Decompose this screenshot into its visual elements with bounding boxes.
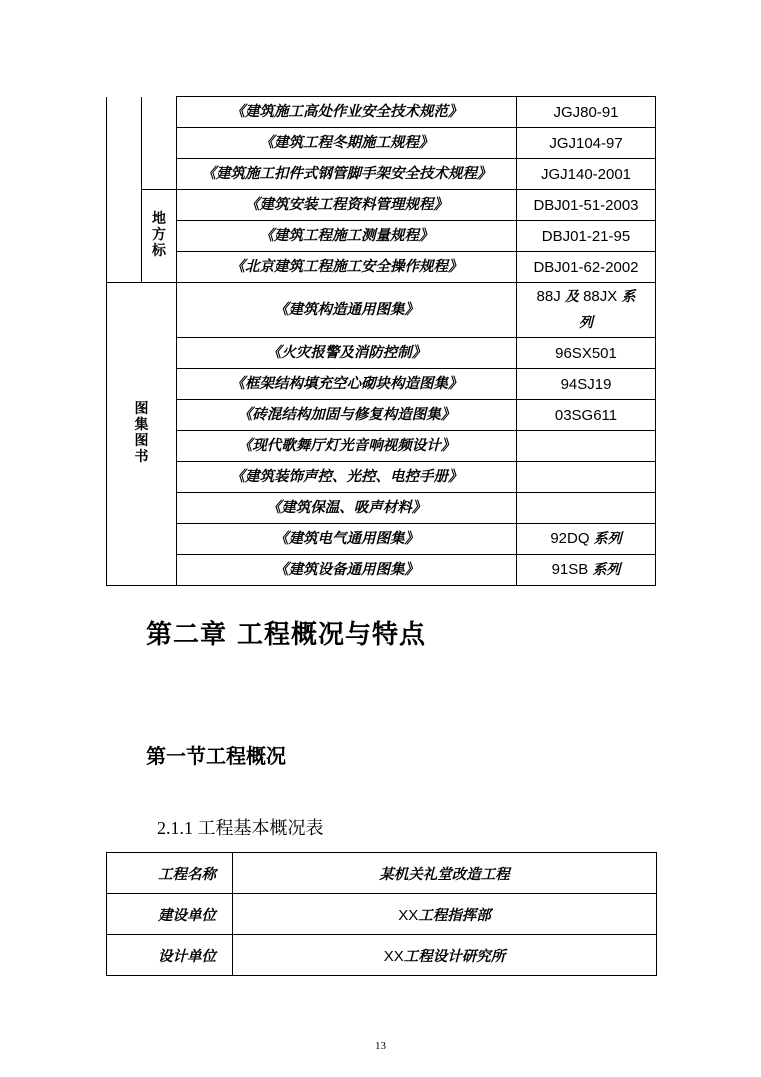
standard-code: JGJ140-2001 [517, 159, 656, 190]
category-cell-outer [107, 128, 142, 159]
value-part: 工程指挥部 [418, 907, 491, 924]
standard-name: 《框架结构填充空心砌块构造图集》 [177, 369, 517, 400]
table-row [107, 524, 656, 555]
standard-name: 《火灾报警及消防控制》 [177, 338, 517, 369]
standard-code: DBJ01-21-95 [517, 221, 656, 252]
standard-name: 《建筑施工扣件式钢管脚手架安全技术规程》 [177, 159, 517, 190]
table-row [107, 400, 656, 431]
category-cell-outer [107, 97, 142, 128]
category-cell-inner [142, 128, 177, 159]
table-row [107, 431, 656, 462]
code-part: 88J [536, 288, 561, 305]
table-row [107, 555, 656, 586]
table-row [107, 97, 656, 128]
table-row [107, 935, 657, 976]
info-label: 工程名称 [107, 853, 233, 894]
standard-code: 94SJ19 [517, 369, 656, 400]
code-part: 及 [564, 289, 579, 305]
table-row [107, 493, 656, 524]
table-row [107, 462, 656, 493]
standard-name: 《现代歌舞厅灯光音响视频设计》 [177, 431, 517, 462]
standard-name: 《建筑工程冬期施工规程》 [177, 128, 517, 159]
table-row [107, 369, 656, 400]
standard-name: 《建筑装饰声控、光控、电控手册》 [177, 462, 517, 493]
standard-code: JGJ104-97 [517, 128, 656, 159]
project-info-table [106, 852, 657, 976]
value-part: 工程设计研究所 [403, 948, 506, 965]
page-number: 13 [375, 1040, 386, 1052]
category-atlas-books [107, 283, 177, 586]
info-value: 某机关礼堂改造工程 [233, 853, 657, 894]
category-label: 图集图书 [134, 401, 149, 465]
table-row [107, 338, 656, 369]
standard-name: 《北京建筑工程施工安全操作规程》 [177, 252, 517, 283]
value-part: XX [383, 947, 404, 965]
standard-code: 03SG611 [517, 400, 656, 431]
standard-name: 《建筑安装工程资料管理规程》 [177, 190, 517, 221]
table-row [107, 128, 656, 159]
standard-code [517, 462, 656, 493]
standard-code [517, 431, 656, 462]
standard-name: 《建筑设备通用图集》 [177, 555, 517, 586]
table-row [107, 190, 656, 221]
table-row [107, 894, 657, 935]
standard-name: 《建筑保温、吸声材料》 [177, 493, 517, 524]
standard-code [517, 283, 656, 338]
chapter-title: 第二章 工程概况与特点 [146, 620, 427, 650]
standard-code: DBJ01-62-2002 [517, 252, 656, 283]
table-row [107, 159, 656, 190]
code-part: 88JX [583, 288, 618, 305]
table-row [107, 283, 656, 338]
category-cell-outer [107, 221, 142, 252]
code-part: 系 [621, 289, 636, 305]
category-label: 地方标 [152, 211, 166, 259]
table-row [107, 252, 656, 283]
info-value [233, 935, 657, 976]
value-part: XX [398, 906, 419, 924]
code-part: 91SB [551, 561, 589, 578]
standard-code: DBJ01-51-2003 [517, 190, 656, 221]
code-part: 系列 [592, 562, 621, 578]
category-cell-inner [142, 159, 177, 190]
standard-name: 《建筑构造通用图集》 [177, 283, 517, 338]
code-part: 系列 [593, 531, 622, 547]
table-row [107, 853, 657, 894]
standards-table [106, 96, 656, 586]
category-cell-outer [107, 190, 142, 221]
standard-code [517, 555, 656, 586]
standard-code: JGJ80-91 [517, 97, 656, 128]
standard-code: 96SX501 [517, 338, 656, 369]
category-cell-outer [107, 159, 142, 190]
category-local-standard [142, 190, 177, 283]
standard-name: 《建筑工程施工测量规程》 [177, 221, 517, 252]
standard-name: 《建筑电气通用图集》 [177, 524, 517, 555]
code-part: 92DQ [550, 530, 590, 547]
subsection-title: 2.1.1 工程基本概况表 [157, 818, 324, 838]
section-title: 第一节工程概况 [146, 744, 286, 768]
table-row [107, 221, 656, 252]
category-cell-outer [107, 252, 142, 283]
standard-code [517, 493, 656, 524]
category-cell-inner [142, 97, 177, 128]
code-part: 列 [579, 315, 593, 331]
standard-code [517, 524, 656, 555]
info-value [233, 894, 657, 935]
standard-name: 《建筑施工高处作业安全技术规范》 [177, 97, 517, 128]
info-label: 建设单位 [107, 894, 233, 935]
standard-name: 《砖混结构加固与修复构造图集》 [177, 400, 517, 431]
info-label: 设计单位 [107, 935, 233, 976]
